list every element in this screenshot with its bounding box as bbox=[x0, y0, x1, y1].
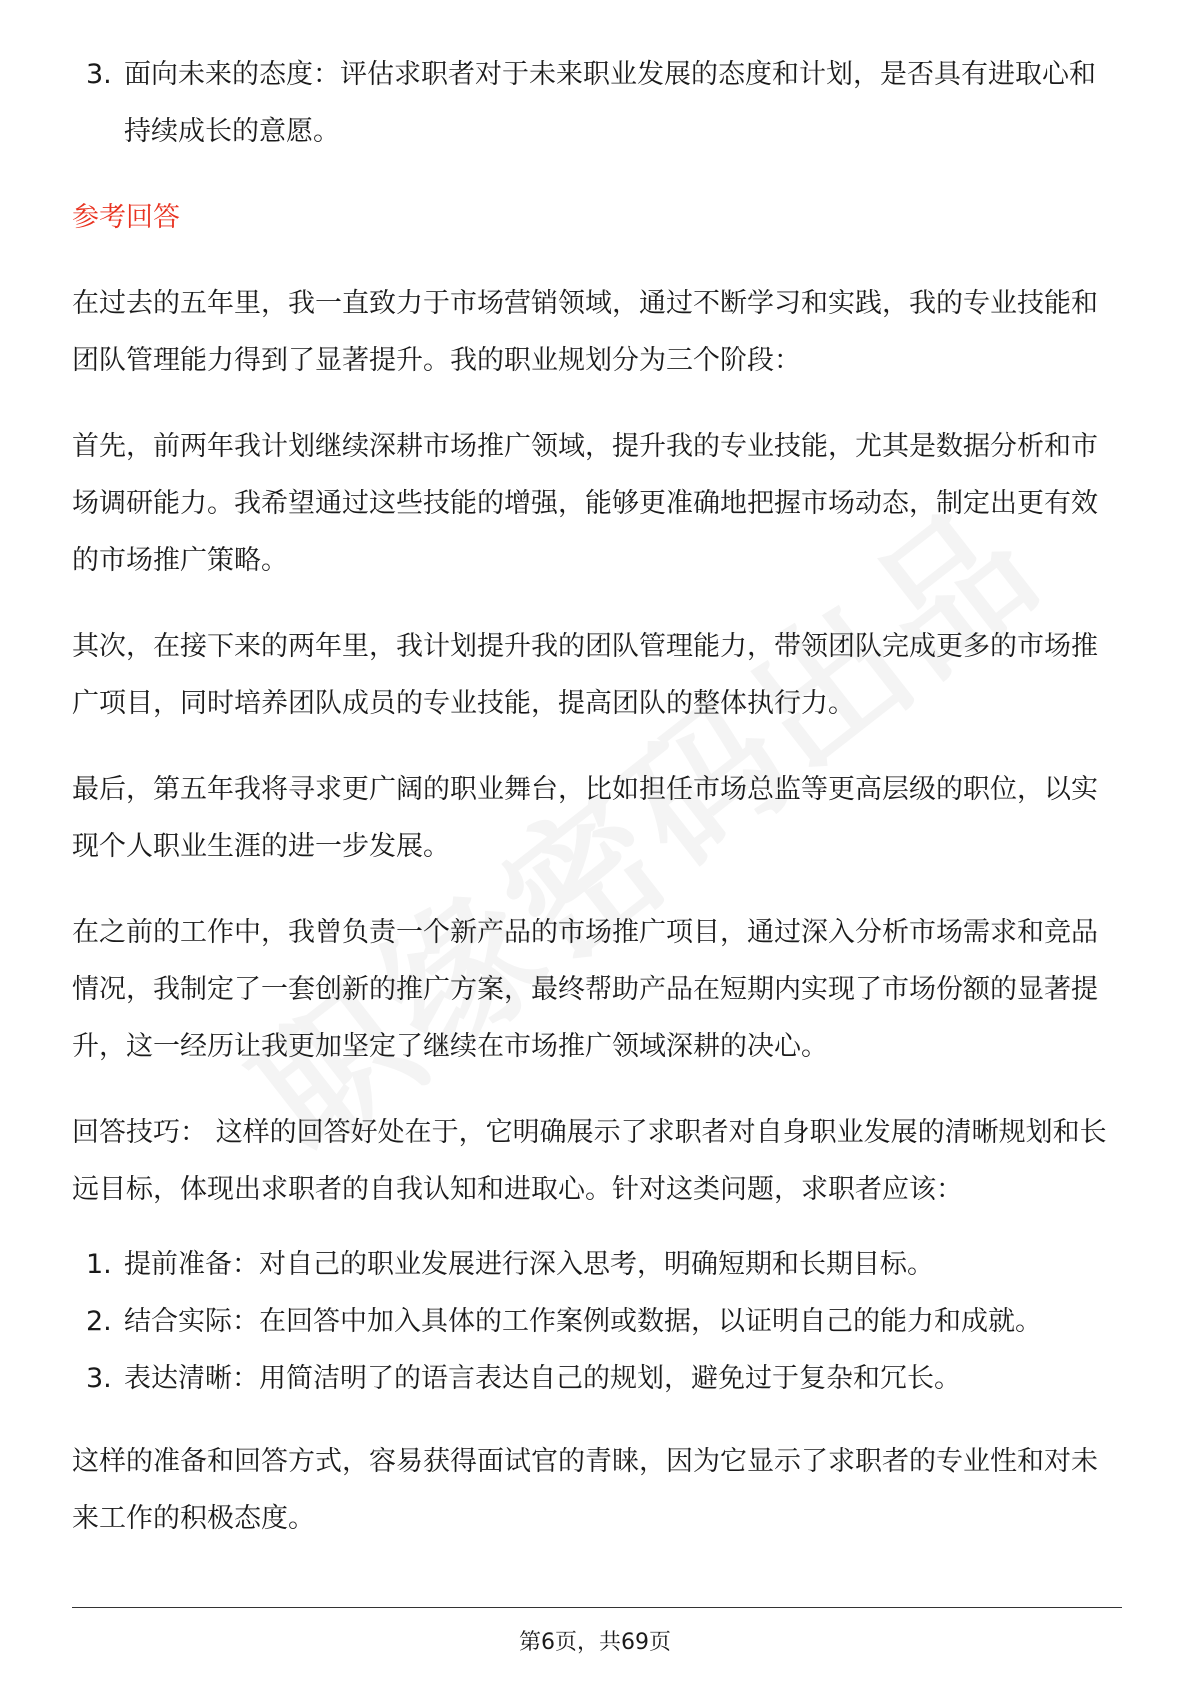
list-item-text: 表达清晰：用简洁明了的语言表达自己的规划，避免过于复杂和冗长。 bbox=[124, 1363, 961, 1394]
list-item-number: 2. bbox=[86, 1306, 112, 1337]
list-item-text: 面向未来的态度：评估求职者对于未来职业发展的态度和计划，是否具有进取心和持续成长的意愿。 bbox=[124, 59, 1096, 147]
section-heading: 参考回答 bbox=[72, 202, 180, 233]
paragraph-stage-three: 最后，第五年我将寻求更广阔的职业舞台，比如担任市场总监等更高层级的职位，以实现个人职业生涯的进一步发展。 bbox=[72, 774, 1098, 862]
paragraph-closing: 这样的准备和回答方式，容易获得面试官的青睐，因为它显示了求职者的专业性和对未来工作的积极态度。 bbox=[72, 1446, 1098, 1534]
page-number: 第6页，共69页 bbox=[519, 1630, 671, 1655]
paragraph-intro: 在过去的五年里，我一直致力于市场营销领域，通过不断学习和实践，我的专业技能和团队管理能力得到了显著提升。我的职业规划分为三个阶段： bbox=[72, 288, 1098, 376]
tips-list bbox=[72, 1236, 1122, 1407]
paragraph-experience: 在之前的工作中，我曾负责一个新产品的市场推广项目，通过深入分析市场需求和竞品情况，我制定了一套创新的推广方案，最终帮助产品在短期内实现了市场份额的显著提升，这一经历让我更加坚定了继续在市场推广领域深耕的决心。 bbox=[72, 917, 1098, 1062]
paragraph-stage-one: 首先，前两年我计划继续深耕市场推广领域，提升我的专业技能，尤其是数据分析和市场调研能力。我希望通过这些技能的增强，能够更准确地把握市场动态，制定出更有效的市场推广策略。 bbox=[72, 431, 1098, 576]
list-item bbox=[72, 1293, 1122, 1350]
document-body bbox=[72, 46, 1122, 1547]
list-item-number: 3. bbox=[86, 1363, 112, 1394]
paragraph-stage-two: 其次，在接下来的两年里，我计划提升我的团队管理能力，带领团队完成更多的市场推广项目，同时培养团队成员的专业技能，提高团队的整体执行力。 bbox=[72, 631, 1098, 719]
list-item bbox=[72, 1236, 1122, 1293]
list-item bbox=[72, 46, 1122, 160]
list-item-text: 结合实际：在回答中加入具体的工作案例或数据，以证明自己的能力和成就。 bbox=[124, 1306, 1042, 1337]
paragraph-tips-intro: 回答技巧： 这样的回答好处在于，它明确展示了求职者对自身职业发展的清晰规划和长远目标，体现出求职者的自我认知和进取心。针对这类问题，求职者应该： bbox=[72, 1117, 1107, 1205]
list-item-text: 提前准备：对自己的职业发展进行深入思考，明确短期和长期目标。 bbox=[124, 1249, 934, 1280]
footer-divider bbox=[72, 1607, 1122, 1608]
list-item-number: 1. bbox=[86, 1249, 112, 1280]
list-item-number: 3. bbox=[86, 59, 112, 90]
criteria-list bbox=[72, 46, 1122, 160]
list-item bbox=[72, 1350, 1122, 1407]
